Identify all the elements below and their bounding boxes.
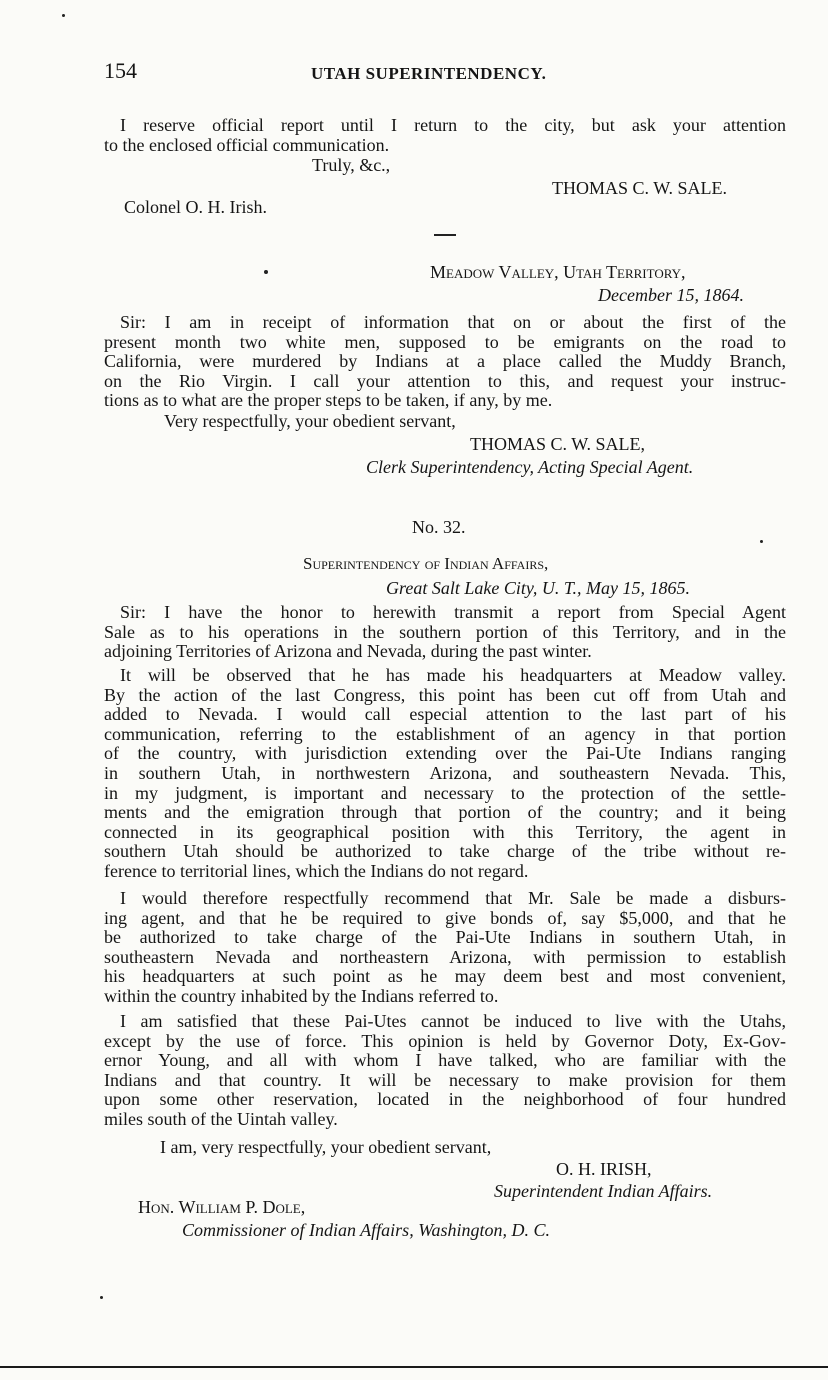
letter3-office: Superintendency of Indian Affairs, bbox=[303, 554, 549, 573]
text-line: in my judgment, is important and necessary to the protection of the settle- bbox=[104, 782, 786, 803]
text-line: Indians and that country. It will be necessary to make provision for them bbox=[104, 1069, 786, 1090]
text-line: It will be observed that he has made his headquarters at Meadow valley. bbox=[120, 665, 786, 685]
text-line: miles south of the Uintah valley. bbox=[104, 1108, 338, 1129]
page-speck bbox=[760, 540, 763, 543]
letter3-paragraph-3 bbox=[104, 889, 786, 1007]
text-line: southern Utah should be authorized to take charge of the tribe without re- bbox=[104, 841, 786, 862]
section-divider bbox=[434, 234, 456, 236]
letter1-body bbox=[104, 116, 786, 155]
page-speck bbox=[62, 14, 65, 17]
letter3-closing: I am, very respectfully, your obedient servant, bbox=[160, 1137, 492, 1157]
page-number: 154 bbox=[104, 58, 137, 83]
letter1-addressee: Colonel O. H. Irish. bbox=[124, 197, 267, 217]
letter2-closing: Very respectfully, your obedient servant, bbox=[164, 411, 456, 431]
text-line: ing agent, and that he be required to give bonds of, say $5,000, and that he bbox=[104, 907, 786, 928]
letter3-addressee-name bbox=[138, 1197, 305, 1218]
text-line: on the Rio Virgin. I call your attention to this, and request your instruc- bbox=[104, 370, 786, 391]
text-line: ference to territorial lines, which the Indians do not regard. bbox=[104, 860, 529, 881]
text-line: ernor Young, and all with whom I have talked, who are familiar with the bbox=[104, 1050, 786, 1071]
text-line: communication, referring to the establishment of an agency in that portion bbox=[104, 723, 786, 744]
text-line: to the enclosed official communication. bbox=[104, 134, 390, 155]
letter3-addressee-title: Commissioner of Indian Affairs, Washington, D. C. bbox=[182, 1220, 551, 1240]
text-line: within the country inhabited by the Indians referred to. bbox=[104, 985, 499, 1006]
running-title: UTAH SUPERINTENDENCY. bbox=[311, 64, 547, 83]
text-line: I am satisfied that these Pai-Utes cannot be induced to live with the Utahs, bbox=[120, 1011, 786, 1031]
text-line: except by the use of force. This opinion is held by Governor Doty, Ex-Gov- bbox=[104, 1030, 786, 1051]
text-line: Sir: I have the honor to herewith transmit a report from Special Agent bbox=[120, 602, 786, 622]
text-line: be authorized to take charge of the Pai-Ute Indians in southern Utah, in bbox=[104, 927, 786, 948]
page-bottom-border bbox=[0, 1366, 828, 1368]
text-line: added to Nevada. I would call especial attention to the last part of his bbox=[104, 704, 786, 725]
text-line: present month two white men, supposed to be emigrants on the road to bbox=[104, 331, 786, 352]
letter3-title: Superintendent Indian Affairs. bbox=[494, 1181, 713, 1201]
text-line: his headquarters at such point as he may deem best and most convenient, bbox=[104, 966, 786, 987]
text-line: upon some other reservation, located in the neighborhood of four hundred bbox=[104, 1089, 786, 1110]
text-line: connected in its geographical position with this Territory, the agent in bbox=[104, 821, 786, 842]
letter2-date: December 15, 1864. bbox=[598, 285, 744, 305]
text-line: California, were murdered by Indians at a place called the Muddy Branch, bbox=[104, 351, 786, 372]
text-line: ments and the emigration through that portion of the country; and it being bbox=[104, 802, 786, 823]
letter3-paragraph-1 bbox=[104, 603, 786, 662]
letter3-paragraph-2 bbox=[104, 666, 786, 882]
page-speck bbox=[264, 270, 268, 274]
addressee-name-text: Hon. William P. Dole, bbox=[138, 1197, 306, 1217]
letter1-signature: THOMAS C. W. SALE. bbox=[552, 178, 728, 198]
letter2-signature: THOMAS C. W. SALE, bbox=[470, 434, 646, 454]
letter2-title: Clerk Superintendency, Acting Special Agent. bbox=[366, 457, 694, 477]
letter2-place: Meadow Valley, Utah Territory, bbox=[430, 262, 686, 282]
text-line: adjoining Territories of Arizona and Nevada, during the past winter. bbox=[104, 641, 592, 662]
letter3-signature: O. H. IRISH, bbox=[556, 1159, 652, 1179]
text-line: I reserve official report until I return to the city, but ask your attention bbox=[120, 115, 786, 135]
text-line: tions as to what are the proper steps to be taken, if any, by me. bbox=[104, 390, 553, 411]
text-line: southeastern Nevada and northeastern Arizona, with permission to establish bbox=[104, 946, 786, 967]
text-line: I would therefore respectfully recommend that Mr. Sale be made a disburs- bbox=[120, 888, 786, 908]
page-speck bbox=[100, 1296, 103, 1299]
text-line: By the action of the last Congress, this point has been cut off from Utah and bbox=[104, 684, 786, 705]
letter2-body bbox=[104, 313, 786, 411]
letter3-place-date: Great Salt Lake City, U. T., May 15, 1865. bbox=[386, 578, 690, 598]
document-number: No. 32. bbox=[412, 517, 466, 537]
text-line: Sir: I am in receipt of information that on or about the first of the bbox=[120, 312, 786, 332]
text-line: of the country, with jurisdiction extending over the Pai-Ute Indians ranging bbox=[104, 743, 786, 764]
letter3-paragraph-4 bbox=[104, 1012, 786, 1130]
letter1-closing: Truly, &c., bbox=[312, 155, 391, 175]
text-line: Sale as to his operations in the southern portion of this Territory, and in the bbox=[104, 621, 786, 642]
text-line: in southern Utah, in northwestern Arizona, and southeastern Nevada. This, bbox=[104, 762, 786, 783]
